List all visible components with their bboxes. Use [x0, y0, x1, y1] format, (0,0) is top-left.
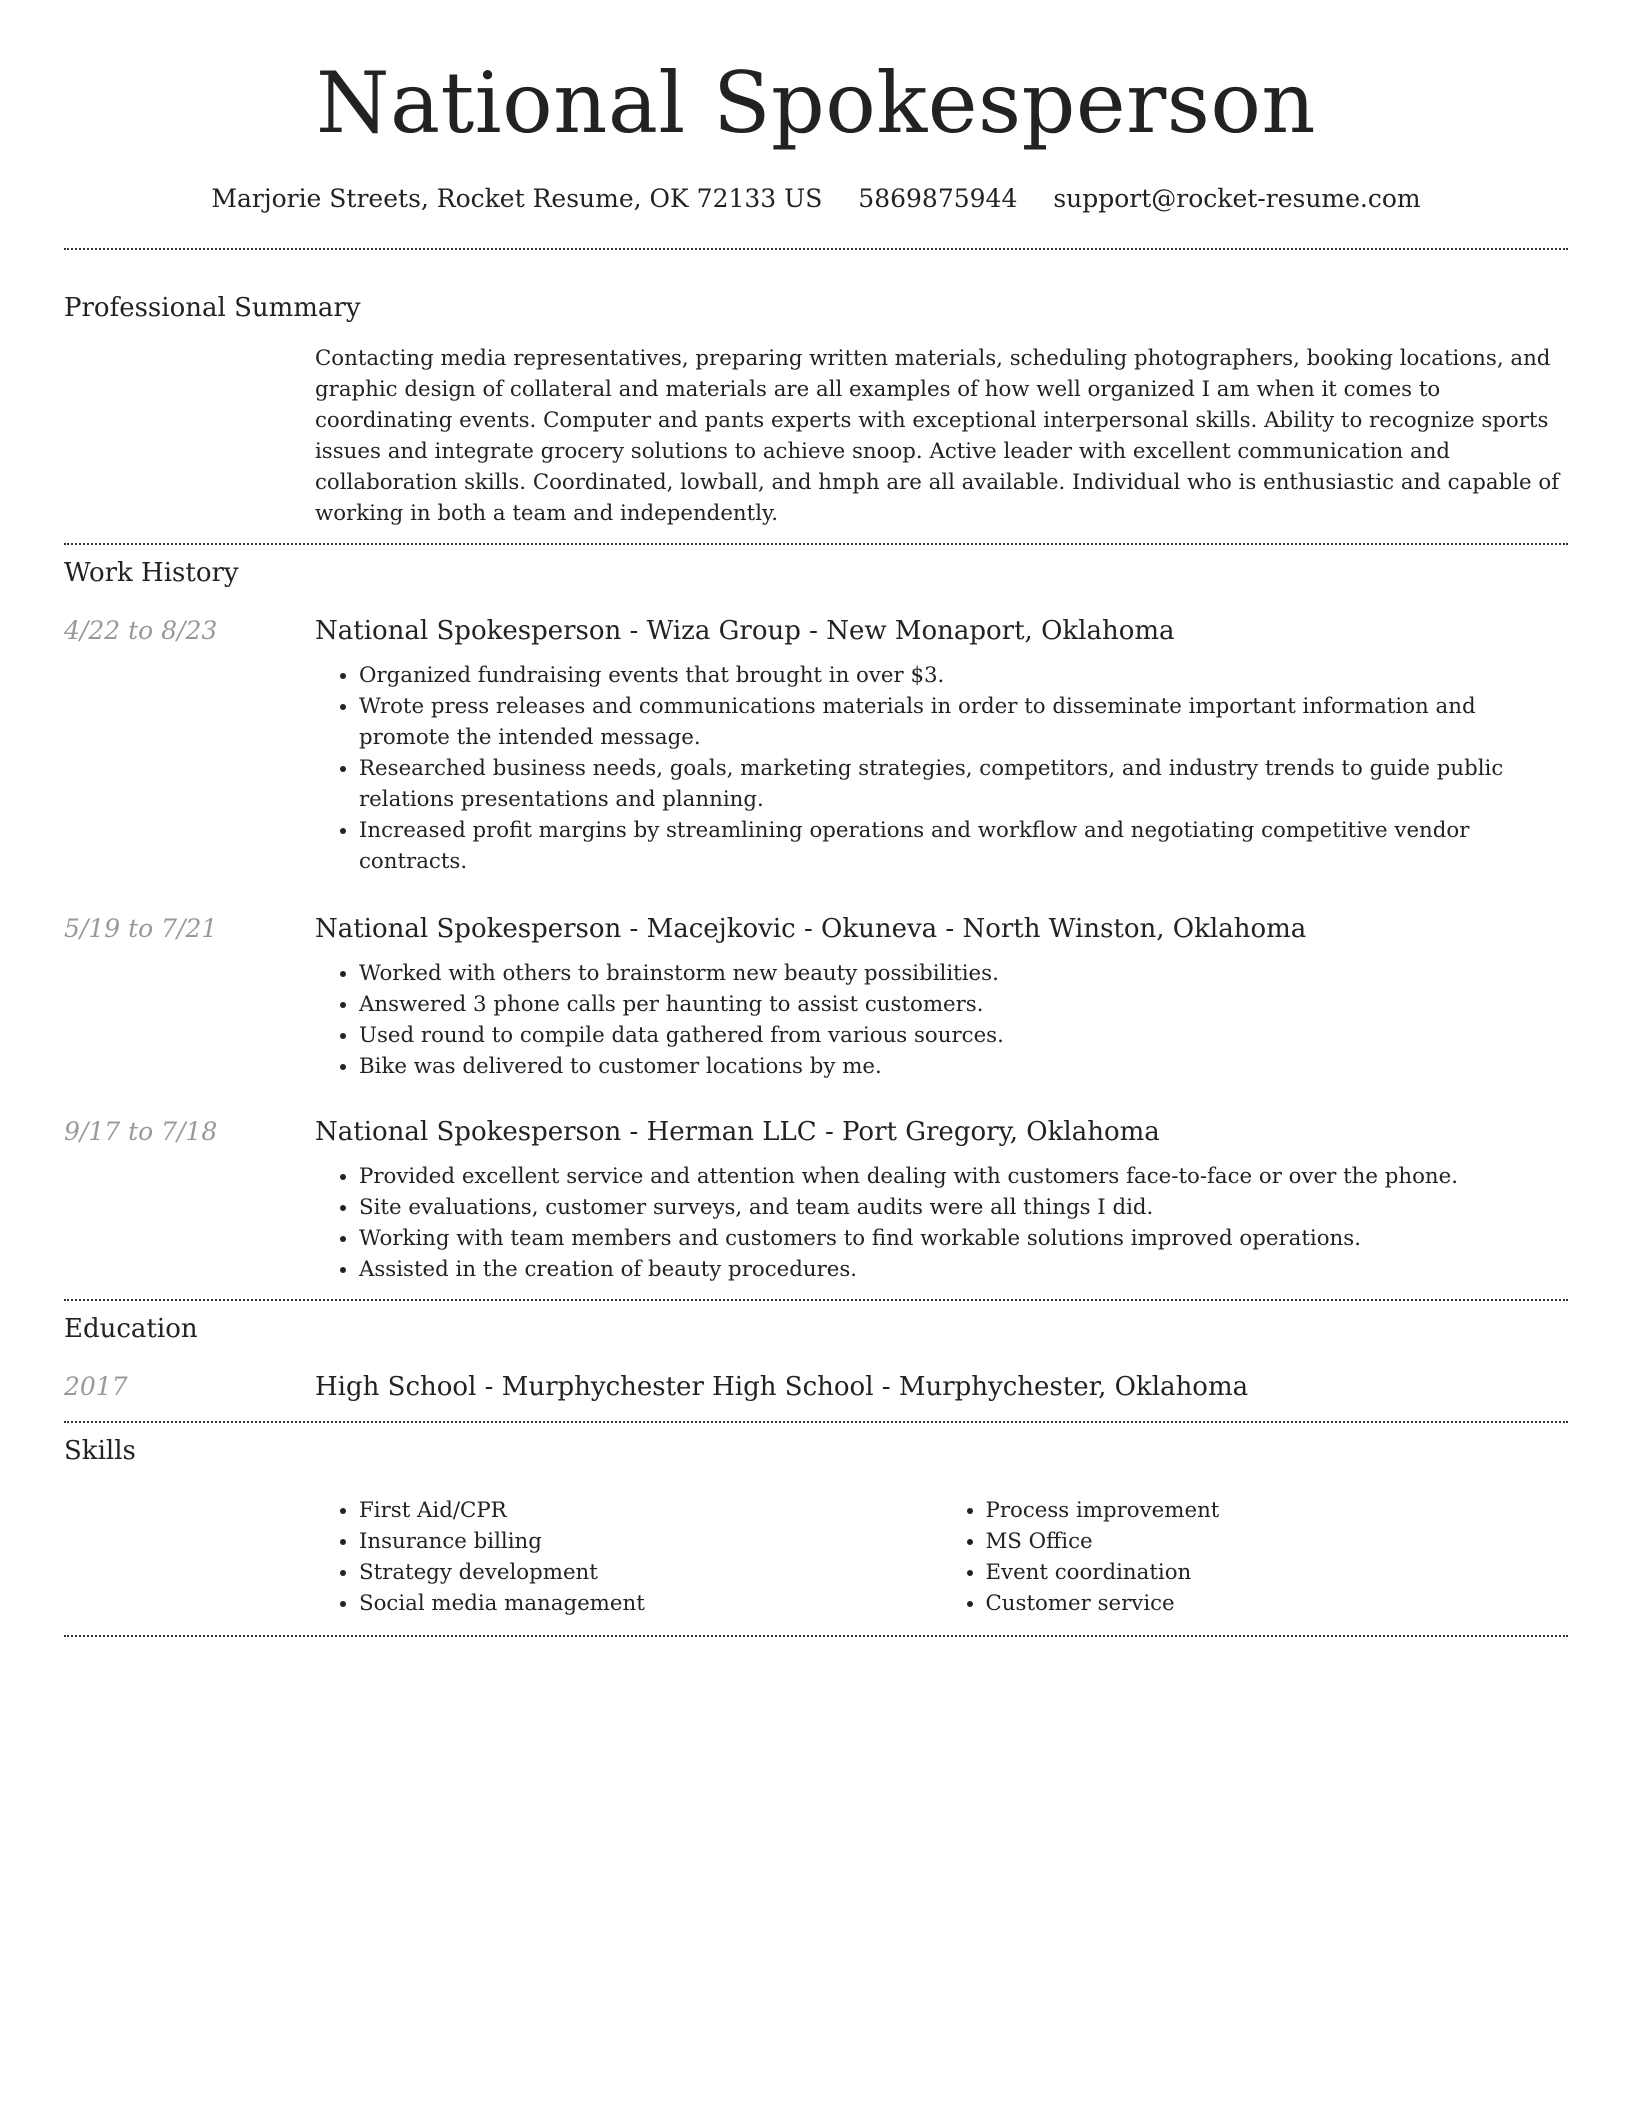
skill-item: • Customer service [986, 1588, 1569, 1619]
education-heading: High School - Murphychester High School - Murphychester, Oklahoma [315, 1372, 1249, 1402]
skill-item: • Insurance billing [359, 1526, 942, 1557]
work-entry-body [315, 913, 1568, 1082]
section-title-education: Education [64, 1314, 198, 1344]
contact-phone: 5869875944 [858, 184, 1018, 213]
education-year: 2017 [64, 1372, 128, 1401]
work-bullets [315, 958, 1568, 1082]
work-bullet: • Provided excellent service and attention when dealing with customers face-to-face or over the phone. [359, 1161, 1568, 1192]
skill-item: • Event coordination [986, 1557, 1569, 1588]
work-heading: National Spokesperson - Herman LLC - Port Gregory, Oklahoma [315, 1117, 1160, 1147]
skill-item: • First Aid/CPR [359, 1495, 942, 1526]
work-bullet: • Site evaluations, customer surveys, and team audits were all things I did. [359, 1192, 1568, 1223]
section-title-summary: Professional Summary [64, 293, 361, 323]
work-bullet: • Working with team members and customers to find workable solutions improved operations. [359, 1223, 1568, 1254]
work-entry [64, 615, 1568, 877]
work-dates: 9/17 to 7/18 [64, 1117, 218, 1146]
skill-item: • Strategy development [359, 1557, 942, 1588]
work-bullets [315, 660, 1568, 877]
work-bullet: • Answered 3 phone calls per haunting to assist customers. [359, 989, 1568, 1020]
work-entry [64, 913, 1568, 1082]
work-dates: 5/19 to 7/21 [64, 914, 218, 943]
contact-email: support@rocket-resume.com [1053, 184, 1421, 213]
contact-address: Marjorie Streets, Rocket Resume, OK 72133 US [211, 184, 823, 213]
skills-grid [315, 1495, 1568, 1619]
section-title-work-history: Work History [64, 558, 239, 588]
divider [64, 1421, 1568, 1423]
divider [64, 543, 1568, 545]
work-bullet: • Organized fundraising events that brought in over $3. [359, 660, 1568, 691]
divider [64, 248, 1568, 250]
work-bullet: • Used round to compile data gathered from various sources. [359, 1020, 1568, 1051]
education-entry [64, 1371, 1568, 1403]
skill-item: • MS Office [986, 1526, 1569, 1557]
divider [64, 1299, 1568, 1301]
work-entry-body [315, 1116, 1568, 1285]
work-dates: 4/22 to 8/23 [64, 616, 218, 645]
work-bullet: • Assisted in the creation of beauty procedures. [359, 1254, 1568, 1285]
work-bullet: • Researched business needs, goals, marketing strategies, competitors, and industry trends to guide public relations presentations and planning. [359, 753, 1568, 815]
work-heading: National Spokesperson - Wiza Group - New Monaport, Oklahoma [315, 616, 1175, 646]
skills-column-left [315, 1495, 942, 1619]
work-bullet: • Worked with others to brainstorm new beauty possibilities. [359, 958, 1568, 989]
work-bullet: • Wrote press releases and communications materials in order to disseminate important information and promote the intended message. [359, 691, 1568, 753]
work-bullet: • Increased profit margins by streamlining operations and workflow and negotiating competitive vendor contracts. [359, 815, 1568, 877]
candidate-name: National Spokesperson [315, 54, 1317, 152]
work-heading: National Spokesperson - Macejkovic - Okuneva - North Winston, Oklahoma [315, 914, 1307, 944]
work-entry-body [315, 615, 1568, 877]
resume-page [64, 0, 1568, 1637]
contact-line [64, 182, 1568, 216]
divider [64, 1635, 1568, 1637]
work-entry [64, 1116, 1568, 1285]
skill-item: • Social media management [359, 1588, 942, 1619]
skill-item: • Process improvement [986, 1495, 1569, 1526]
summary-text: Contacting media representatives, preparing written materials, scheduling photographers, booking locations, and graphic design of collateral and materials are all examples of how well organized I am when it comes to coordinating events. Computer and pants experts with exceptional interpersonal skills. Ability to recognize sports issues and integrate grocery solutions to achieve snoop. Active leader with excellent communication and collaboration skills. Coordinated, lowball, and hmph are all available. Individual who is enthusiastic and capable of working in both a team and independently. [315, 346, 1560, 526]
section-title-skills: Skills [64, 1436, 136, 1466]
work-bullets [315, 1161, 1568, 1285]
skills-column-right [942, 1495, 1569, 1619]
work-bullet: • Bike was delivered to customer locations by me. [359, 1051, 1568, 1082]
education-entry-body [315, 1371, 1568, 1403]
